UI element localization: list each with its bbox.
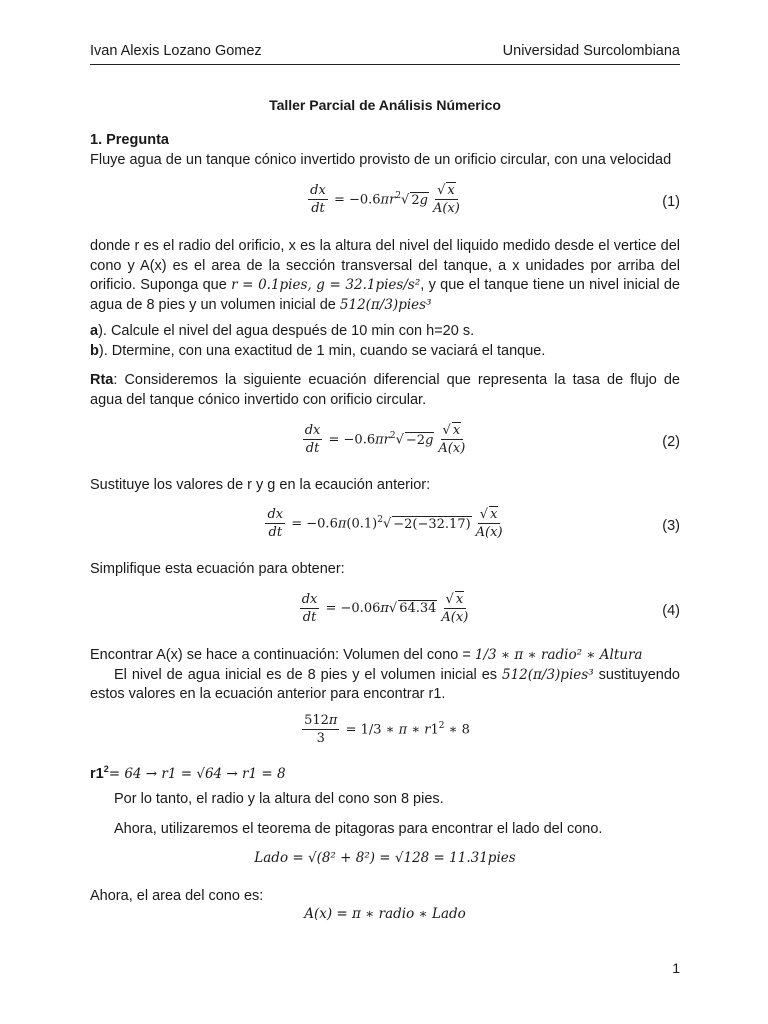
page-header	[90, 43, 680, 59]
initial-level-math: 512(π/3)pies³	[502, 666, 594, 683]
question-a: a). Calcule el nivel del agua después de 10 min con h=20 s.	[90, 323, 475, 339]
intro-text: Fluye agua de un tanque cónico invertido provisto de un orificio circular, con una velocidad	[90, 152, 672, 168]
substitute-text: Sustituye los valores de r y g en la ecaución anterior:	[90, 477, 431, 493]
r1-label: r1	[90, 765, 104, 782]
intro-paragraph	[90, 151, 680, 171]
side-equation-formula: Lado = √(8² + 8²) = √128 = 11.31pies	[254, 850, 516, 866]
definitions-text: donde r es el radio del orificio, x es la altura del nivel del liquido medido desde el vertice del cono y A(x) es el area de la sección transversal del tanque, a x unidades por arriba del orificio. Suponga que	[90, 238, 680, 293]
equation-3	[90, 506, 680, 550]
r1-math: = 64 → r1 = √64 → r1 = 8	[108, 765, 286, 782]
volume-equation-formula: $\frac{512\pi}{3}$ = 1/3 ∗ π ∗ $r1^2$ ∗ 8	[304, 713, 470, 746]
equation-4-formula: $\frac{dx}{dt}$ = −0.06π√ 64.34 $\frac{√ x}{A(x)}$	[301, 592, 469, 625]
area-equation-formula: A(x) = π ∗ radio ∗ Lado	[304, 906, 466, 922]
equation-3-formula: $\frac{dx}{dt}$ = $-0.6\pi(0.1)^2√ -2(-32.17)$ $\frac{√ x}{A(x)}$	[267, 507, 503, 540]
equation-4-number: (4)	[662, 603, 680, 619]
volume-equation	[90, 712, 680, 756]
equation-3-number: (3)	[662, 518, 680, 534]
question-b: b). Dtermine, con una exactitud de 1 min, cuando se vaciará el tanque.	[90, 342, 546, 359]
section-heading: 1. Pregunta	[90, 132, 169, 148]
institution-name: Universidad Surcolombiana	[502, 43, 680, 59]
header-rule	[90, 64, 680, 65]
page-number: 1	[672, 960, 680, 976]
definitions-text-2: , y que el tanque tiene un nivel inicial de agua de 8 pies y un volumen inicial de	[90, 277, 680, 313]
radius-conclusion: Por lo tanto, el radio y la altura del cono son 8 pies.	[114, 791, 444, 807]
definitions-math-2: 512(π/3)pies³	[339, 296, 432, 313]
area-equation	[90, 906, 680, 930]
area-text: Ahora, el area del cono es:	[90, 888, 264, 904]
equation-2-formula: $\frac{dx}{dt}$ = $-0.6\pi r^2√ -2g$ $\frac{√ x}{A(x)}$	[304, 423, 466, 456]
simplify-text: Simplifique esta ecuación para obtener:	[90, 561, 345, 577]
equation-1-number: (1)	[662, 194, 680, 210]
find-area-paragraph	[90, 646, 680, 705]
answer-intro	[90, 371, 680, 410]
author-name: Ivan Alexis Lozano Gomez	[90, 43, 262, 59]
definitions-paragraph	[90, 237, 680, 315]
initial-level-text: El nivel de agua inicial es de 8 pies y el volumen inicial es	[114, 666, 502, 683]
answer-text: : Consideremos la siguiente ecuación diferencial que representa la tasa de flujo de agua del tanque cónico invertido con orificio circular.	[90, 372, 680, 408]
pythagoras-text: Ahora, utilizaremos el teorema de pitagoras para encontrar el lado del cono.	[114, 821, 603, 837]
answer-label: Rta	[90, 372, 114, 388]
initial-level-text-2: sustituyendo estos valores en la ecuación anterior para encontrar r1.	[90, 666, 680, 702]
equation-1	[90, 182, 680, 226]
find-area-math: 1/3 ∗ π ∗ radio² ∗ Altura	[474, 647, 643, 663]
document-title: Taller Parcial de Análisis Númerico	[269, 97, 501, 113]
equation-4	[90, 591, 680, 635]
equation-2	[90, 422, 680, 466]
equation-2-number: (2)	[662, 434, 680, 450]
equation-1-formula: $\frac{dx}{dt}$ = $-0.6\pi r^2√$ 2g $\frac{√ x}{A(x)}$	[310, 183, 460, 216]
document-page	[90, 0, 680, 1024]
r1-line: $r1^2= 64 \to r1 = √64 \to r1 = 8$	[90, 764, 286, 782]
side-equation	[90, 850, 680, 874]
questions-block	[90, 322, 680, 361]
definitions-math-1: r = 0.1pies, g = 32.1pies/s²	[231, 277, 421, 293]
find-area-text: Encontrar A(x) se hace a continuación: Volumen del cono =	[90, 647, 475, 663]
